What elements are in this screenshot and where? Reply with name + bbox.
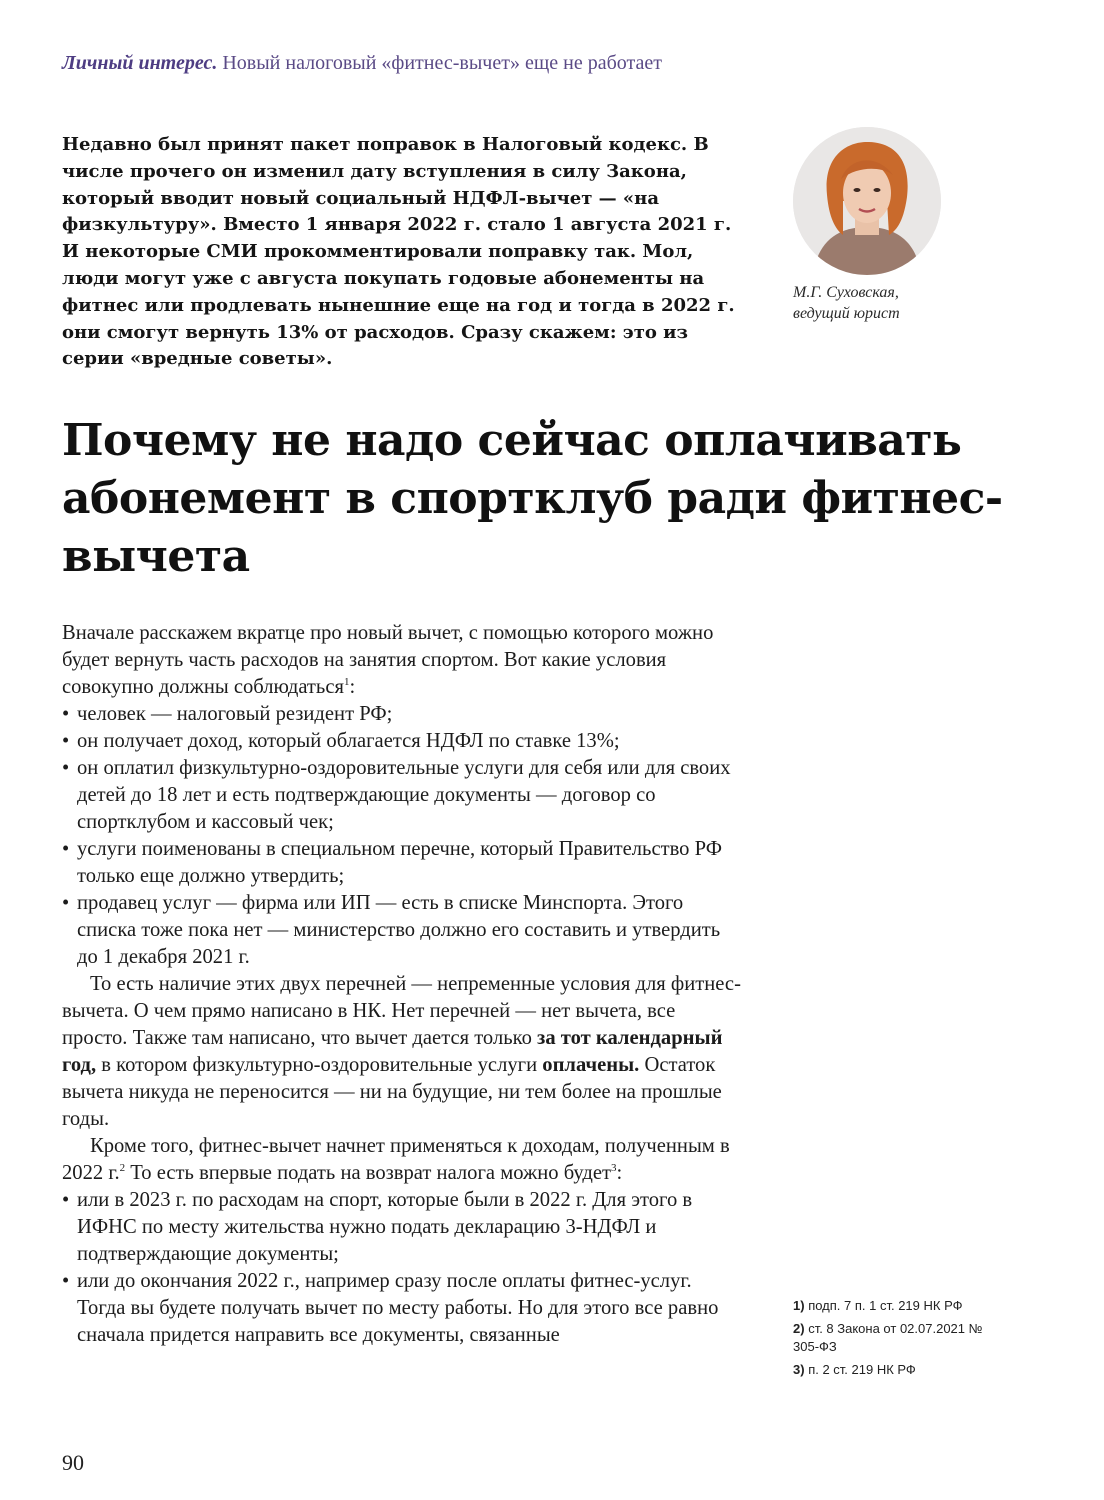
emphasis-text: за тот календарный год, — [62, 1027, 723, 1076]
footnote-text: п. 2 ст. 219 НК РФ — [808, 1362, 916, 1377]
footnote-ref: 3 — [611, 1162, 617, 1175]
footnotes — [793, 1297, 1003, 1384]
paragraph-text: То есть наличие этих двух перечней — непременные условия для фитнес-вычета. О чем прямо написано в НК. Нет перечней — нет вычета, все просто. Также там написано, что вычет дается только — [62, 973, 741, 1049]
footnote-text: подп. 7 п. 1 ст. 219 НК РФ — [808, 1298, 963, 1313]
page-number: 90 — [62, 1450, 84, 1475]
paragraph-perechni — [62, 971, 742, 1133]
list-item: • продавец услуг — фирма или ИП — есть в списке Минспорта. Этого списка тоже пока нет — министерство должно его составить и утвердить до 1 декабря 2021 г. — [62, 890, 742, 971]
footnote-text: ст. 8 Закона от 02.07.2021 № 305-ФЗ — [793, 1321, 983, 1354]
paragraph-text: Остаток вычета никуда не переносится — ни на будущие, ни тем более на прошлые годы. — [62, 1054, 722, 1130]
paragraph-text: Кроме того, фитнес-вычет начнет применяться к доходам, полученным в 2022 г. — [62, 1135, 730, 1184]
list-item: • или до окончания 2022 г., например сразу после оплаты фитнес-услуг. Тогда вы будете получать вычет по месту работы. Но для этого все равно сначала придется направить все документы, связанные — [62, 1268, 742, 1349]
author-photo — [793, 127, 941, 275]
list-item: • он оплатил физкультурно-оздоровительные услуги для себя или для своих детей до 18 лет и есть подтверждающие документы — договор со спортклубом и кассовый чек; — [62, 755, 742, 836]
footnote-ref: 2 — [119, 1162, 126, 1175]
article-body — [62, 620, 742, 1349]
list-item: • человек — налоговый резидент РФ; — [62, 701, 742, 728]
author-role: ведущий юрист — [793, 305, 900, 322]
author-name: М.Г. Суховская, — [793, 284, 899, 301]
footnote-item — [793, 1297, 1003, 1315]
lead-paragraph — [62, 132, 752, 373]
footnote-item — [793, 1320, 1003, 1356]
list-item: • услуги поименованы в специальном перечне, который Правительство РФ только еще должно утвердить; — [62, 836, 742, 890]
running-header — [62, 52, 962, 75]
header-subtitle: Новый налоговый «фитнес-вычет» еще не работает — [222, 52, 662, 74]
footnote-number: 3) — [793, 1362, 805, 1377]
list-item: • или в 2023 г. по расходам на спорт, которые были в 2022 г. Для этого в ИФНС по месту жительства нужно подать декларацию 3-НДФЛ и подтверждающие документы; — [62, 1187, 742, 1268]
footnote-number: 2) — [793, 1321, 805, 1336]
intro-paragraph — [62, 620, 742, 701]
author-portrait-icon — [793, 127, 941, 275]
list-item: • он получает доход, который облагается НДФЛ по ставке 13%; — [62, 728, 742, 755]
emphasis-text: оплачены. — [542, 1054, 640, 1076]
footnote-item — [793, 1361, 1003, 1379]
footnote-number: 1) — [793, 1298, 805, 1313]
paragraph-2022 — [62, 1133, 742, 1187]
paragraph-text: : — [616, 1162, 623, 1184]
rubric-label: Личный интерес. — [62, 52, 218, 74]
options-list — [62, 1187, 742, 1349]
intro-text: Вначале расскажем вкратце про новый вычет, с помощью которого можно будет вернуть часть расходов на занятия спортом. Вот какие условия совокупно должны соблюдаться — [62, 622, 714, 698]
paragraph-text: То есть впервые подать на возврат налога можно будет — [125, 1162, 612, 1184]
conditions-list — [62, 701, 742, 971]
article-title: Почему не надо сейчас оплачивать абонемент в спортклуб ради фитнес-вычета — [62, 415, 1003, 582]
lead-text: Недавно был принят пакет поправок в Налоговый кодекс. В числе прочего он изменил дату вступления в силу Закона, который вводит новый социальный НДФЛ-вычет — «на физкультуру». Вместо 1 января 2022 г. стало 1 августа 2021 г. И некоторые СМИ прокомментировали поправку так. Мол, люди могут уже с августа покупать годовые абонементы на фитнес или продлевать нынешние еще на год и тогда в 2022 г. они смогут вернуть 13% от расходов. Сразу скажем: это из серии «вредные советы». — [62, 134, 735, 370]
author-caption — [793, 282, 993, 324]
paragraph-text: в котором физкультурно-оздоровительные услуги — [96, 1054, 543, 1076]
intro-end: : — [349, 676, 356, 698]
footnote-ref: 1 — [343, 676, 350, 689]
